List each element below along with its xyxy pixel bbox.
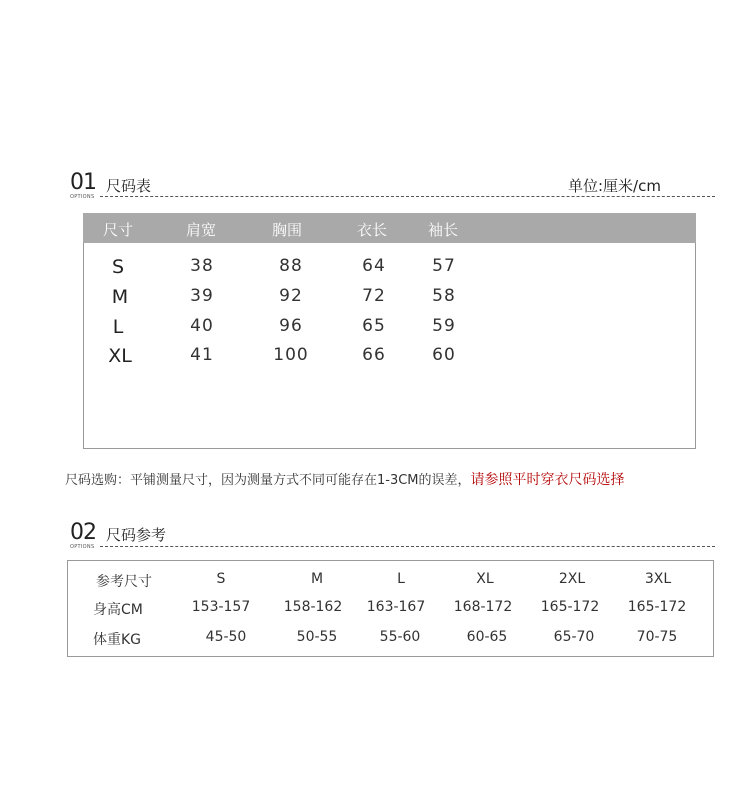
section-2-rule [100, 546, 715, 547]
size-note-highlight: 请参照平时穿衣尺码选择 [470, 472, 625, 488]
table-row-size: L [112, 316, 124, 338]
size-note [65, 469, 625, 489]
ref-cell: 165-172 [540, 599, 600, 615]
table-cell: 65 [362, 316, 386, 336]
ref-cell: 70-75 [636, 629, 678, 645]
ref-row-label: 身高CM [93, 602, 143, 618]
header-sleeve: 袖长 [428, 221, 459, 239]
section-2-sub: OPTIONS [70, 544, 95, 550]
ref-cell: 55-60 [379, 629, 421, 645]
header-chest: 胸围 [272, 221, 303, 239]
unit-label: 单位:厘米/cm [568, 177, 661, 195]
table-cell: 59 [432, 316, 456, 336]
ref-cell: 50-55 [296, 629, 338, 645]
section-1-rule [100, 196, 715, 197]
ref-row-label: 参考尺寸 [96, 574, 152, 590]
ref-cell: 168-172 [453, 599, 513, 615]
table-cell: 66 [362, 345, 386, 365]
ref-cell: 60-65 [466, 629, 508, 645]
table-cell: 92 [279, 286, 303, 306]
ref-cell: 45-50 [205, 629, 247, 645]
section-1-sub: OPTIONS [70, 194, 95, 200]
ref-cell: XL [476, 571, 494, 587]
ref-cell: L [397, 571, 405, 587]
ref-cell: 2XL [558, 571, 586, 587]
table-cell: 64 [362, 256, 386, 276]
header-length: 衣长 [357, 221, 388, 239]
size-table-header [83, 213, 696, 243]
table-row-size: S [111, 256, 125, 278]
table-cell: 57 [432, 256, 456, 276]
ref-row-label: 体重KG [93, 632, 142, 648]
ref-cell: 153-157 [191, 599, 251, 615]
ref-cell: 65-70 [553, 629, 595, 645]
ref-cell: 163-167 [366, 599, 426, 615]
table-cell: 72 [362, 286, 386, 306]
ref-cell: S [216, 571, 226, 587]
header-shoulder: 肩宽 [186, 221, 217, 239]
section-2-number: 02 [70, 520, 96, 545]
section-1-number: 01 [70, 170, 96, 195]
table-cell: 40 [190, 316, 214, 336]
size-note-text: 尺码选购：平铺测量尺寸，因为测量方式不同可能存在1-3CM的误差， [65, 473, 471, 488]
table-cell: 100 [273, 345, 309, 365]
table-cell: 58 [432, 286, 456, 306]
ref-cell: 158-162 [283, 599, 343, 615]
table-row-size: XL [108, 345, 132, 367]
ref-cell: 165-172 [627, 599, 687, 615]
section-1-title: 尺码表 [106, 177, 152, 195]
table-cell: 41 [190, 345, 214, 365]
table-cell: 96 [279, 316, 303, 336]
table-cell: 60 [432, 345, 456, 365]
section-2-title: 尺码参考 [106, 526, 167, 544]
ref-cell: M [310, 571, 324, 587]
table-cell: 39 [190, 286, 214, 306]
table-row-size: M [111, 286, 129, 308]
table-cell: 88 [279, 256, 303, 276]
header-size: 尺寸 [103, 221, 134, 239]
ref-cell: 3XL [644, 571, 672, 587]
table-cell: 38 [190, 256, 214, 276]
